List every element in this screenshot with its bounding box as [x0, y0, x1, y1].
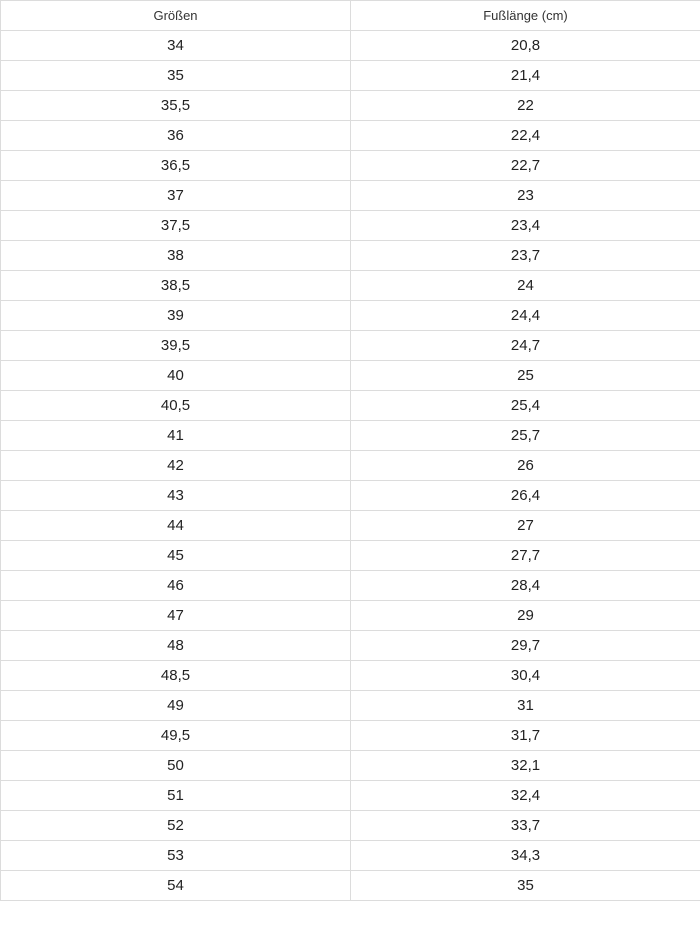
cell-foot-length: 35	[351, 871, 700, 901]
cell-size: 45	[1, 541, 351, 571]
table-header	[1, 1, 700, 31]
cell-size: 48,5	[1, 661, 351, 691]
table-body	[1, 31, 700, 901]
table-row	[1, 781, 700, 811]
cell-foot-length: 29	[351, 601, 700, 631]
table-row	[1, 571, 700, 601]
table-row	[1, 511, 700, 541]
table-row	[1, 481, 700, 511]
column-header-foot-length: Fußlänge (cm)	[351, 1, 700, 31]
cell-size: 36,5	[1, 151, 351, 181]
cell-size: 37	[1, 181, 351, 211]
cell-foot-length: 24	[351, 271, 700, 301]
cell-size: 34	[1, 31, 351, 61]
table-row	[1, 631, 700, 661]
cell-foot-length: 23	[351, 181, 700, 211]
table-row	[1, 91, 700, 121]
table-row	[1, 871, 700, 901]
cell-size: 39	[1, 301, 351, 331]
table-row	[1, 61, 700, 91]
cell-foot-length: 22,7	[351, 151, 700, 181]
cell-foot-length: 31,7	[351, 721, 700, 751]
cell-foot-length: 34,3	[351, 841, 700, 871]
cell-size: 50	[1, 751, 351, 781]
table-row	[1, 451, 700, 481]
cell-foot-length: 26	[351, 451, 700, 481]
cell-size: 41	[1, 421, 351, 451]
cell-foot-length: 20,8	[351, 31, 700, 61]
table-row	[1, 301, 700, 331]
column-header-size: Größen	[1, 1, 351, 31]
cell-foot-length: 24,7	[351, 331, 700, 361]
table-row	[1, 361, 700, 391]
header-row	[1, 1, 700, 31]
cell-size: 52	[1, 811, 351, 841]
table-row	[1, 751, 700, 781]
cell-foot-length: 22	[351, 91, 700, 121]
cell-size: 40	[1, 361, 351, 391]
table-row	[1, 151, 700, 181]
table-row	[1, 691, 700, 721]
cell-size: 36	[1, 121, 351, 151]
cell-size: 44	[1, 511, 351, 541]
table-row	[1, 811, 700, 841]
cell-foot-length: 32,1	[351, 751, 700, 781]
cell-size: 35	[1, 61, 351, 91]
table-row	[1, 271, 700, 301]
cell-size: 49,5	[1, 721, 351, 751]
cell-size: 48	[1, 631, 351, 661]
cell-size: 39,5	[1, 331, 351, 361]
cell-foot-length: 25	[351, 361, 700, 391]
cell-foot-length: 27	[351, 511, 700, 541]
cell-size: 53	[1, 841, 351, 871]
cell-foot-length: 24,4	[351, 301, 700, 331]
cell-foot-length: 25,4	[351, 391, 700, 421]
cell-size: 38,5	[1, 271, 351, 301]
table-row	[1, 31, 700, 61]
table-row	[1, 181, 700, 211]
cell-foot-length: 23,7	[351, 241, 700, 271]
table-row	[1, 721, 700, 751]
table-row	[1, 841, 700, 871]
cell-size: 37,5	[1, 211, 351, 241]
table-row	[1, 121, 700, 151]
cell-size: 35,5	[1, 91, 351, 121]
table-row	[1, 391, 700, 421]
cell-size: 40,5	[1, 391, 351, 421]
cell-foot-length: 33,7	[351, 811, 700, 841]
cell-foot-length: 21,4	[351, 61, 700, 91]
cell-size: 51	[1, 781, 351, 811]
cell-size: 38	[1, 241, 351, 271]
cell-foot-length: 26,4	[351, 481, 700, 511]
cell-foot-length: 31	[351, 691, 700, 721]
cell-foot-length: 27,7	[351, 541, 700, 571]
cell-size: 42	[1, 451, 351, 481]
table-row	[1, 241, 700, 271]
cell-foot-length: 25,7	[351, 421, 700, 451]
cell-foot-length: 32,4	[351, 781, 700, 811]
cell-foot-length: 22,4	[351, 121, 700, 151]
cell-size: 49	[1, 691, 351, 721]
table-row	[1, 601, 700, 631]
cell-foot-length: 28,4	[351, 571, 700, 601]
table-row	[1, 331, 700, 361]
cell-size: 46	[1, 571, 351, 601]
cell-foot-length: 30,4	[351, 661, 700, 691]
table-row	[1, 211, 700, 241]
table-row	[1, 421, 700, 451]
cell-size: 54	[1, 871, 351, 901]
cell-size: 43	[1, 481, 351, 511]
cell-size: 47	[1, 601, 351, 631]
cell-foot-length: 29,7	[351, 631, 700, 661]
table-row	[1, 541, 700, 571]
cell-foot-length: 23,4	[351, 211, 700, 241]
table-row	[1, 661, 700, 691]
